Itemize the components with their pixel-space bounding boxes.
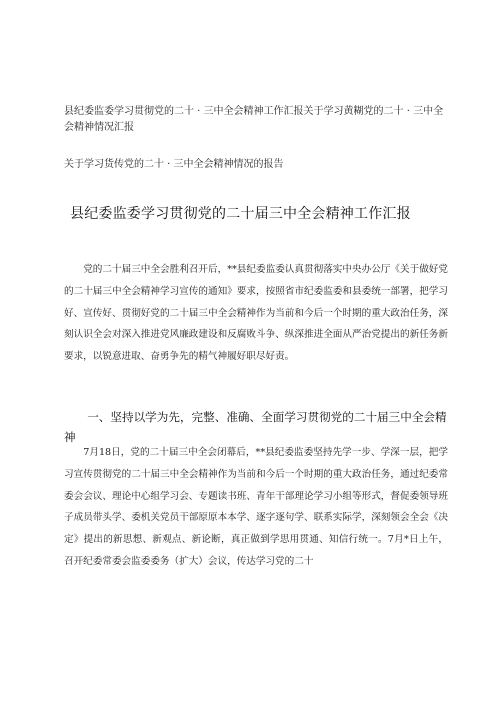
meta-title-1: 县纪委监委学习贯彻党的二十 · 三中全会精神工作汇报关于学习黄糊党的二十 · 三中全会精神情况汇报 [64, 106, 444, 133]
paragraph-section-1: 7月18日，党的二十届三中全会闭幕后，**县纪委监委坚持先学一步、学深一层，把学习宣传贯彻党的二十届三中全会精神作为当前和今后一个时期的重大政治任务，通过纪委常委会会议、理论中心组学习会、专题读书班、青年干部理论学习小组等形式，督促委领导班子成员带头学、委机关党员干部原原本本学、逐字逐句学、联系实际学，深刻领会全会《决定》提出的新思想、新观点、新论断，真正做到学思用贯通、知信行统一。7月*日上午，召开纪委常委会监委委务（扩大）会议，传达学习党的二十 [64, 447, 448, 567]
meta-title-2: 关于学习货传党的二十 · 三中全会精神情况的报告 [64, 159, 284, 170]
document-title: 县纪委监委学习贯彻党的二十届三中全会精神工作汇报 [70, 206, 411, 222]
section-heading-1: 一、坚持以学为先，完整、准确、全面学习贯彻党的二十届三中全会精神 [64, 410, 447, 444]
paragraph-intro: 党的二十届三中全会胜利召开后，**县纪委监委认真贯彻落实中央办公厅《关于做好党的二十届三中全会精神学习宣传的通知》要求，按照省市纪委监委和县委统一部署，把学习好、宣传好、贯彻好党的二十届三中全会精神作为当前和今后一个时期的重大政治任务，深刻认识全会对深入推进党风廉政建设和反腐败斗争、纵深推进全面从严治党提出的新任务新要求，以锐意进取、奋勇争先的精气神履好职尽好责。 [64, 264, 448, 363]
